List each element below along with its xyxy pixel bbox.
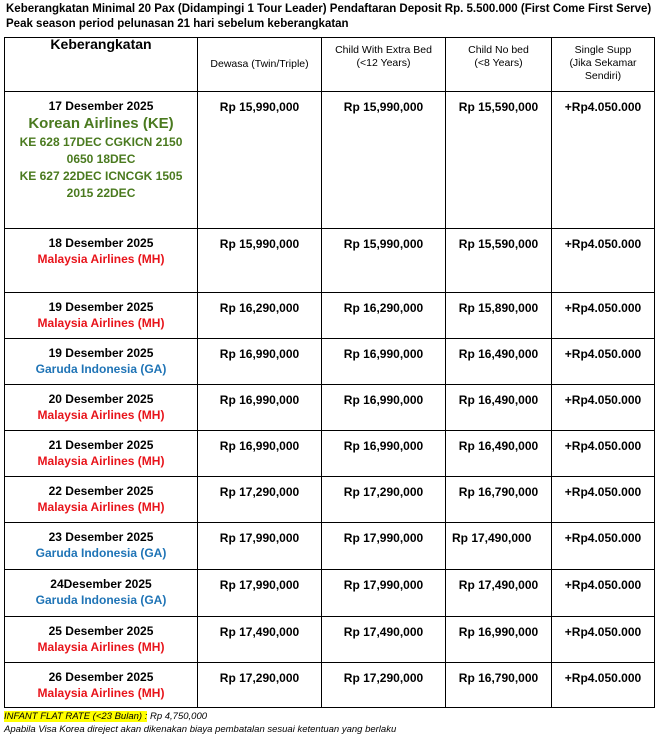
departure-cell bbox=[5, 339, 198, 385]
departure-date: 25 Desember 2025 bbox=[48, 624, 154, 638]
departure-date: 20 Desember 2025 bbox=[48, 392, 154, 406]
price-child-bed: Rp 17,290,000 bbox=[322, 477, 446, 523]
price-adult: Rp 15,990,000 bbox=[198, 92, 322, 229]
table-row bbox=[5, 617, 655, 663]
price-adult: Rp 17,990,000 bbox=[198, 523, 322, 570]
table-row bbox=[5, 339, 655, 385]
table-row bbox=[5, 477, 655, 523]
airline-name: Garuda Indonesia (GA) bbox=[35, 362, 167, 376]
price-child-bed: Rp 15,990,000 bbox=[322, 229, 446, 293]
departure-date: 21 Desember 2025 bbox=[48, 438, 154, 452]
infant-rate-label: INFANT FLAT RATE (<23 Bulan) : bbox=[4, 711, 148, 722]
price-child-nobed: Rp 16,490,000 bbox=[446, 431, 552, 477]
header-line-1: Keberangkatan Minimal 20 Pax (Didampingi 1 Tour Leader) Pendaftaran Deposit Rp. 5.500.000 (First Come First Serve) bbox=[6, 3, 652, 15]
price-adult: Rp 17,290,000 bbox=[198, 477, 322, 523]
price-single: +Rp4.050.000 bbox=[552, 477, 655, 523]
price-single: +Rp4.050.000 bbox=[552, 523, 655, 570]
departure-cell bbox=[5, 293, 198, 339]
airline-name: Garuda Indonesia (GA) bbox=[35, 593, 167, 607]
departure-date: 22 Desember 2025 bbox=[48, 484, 154, 498]
airline-name: Malaysia Airlines (MH) bbox=[37, 316, 165, 330]
price-child-nobed: Rp 16,990,000 bbox=[446, 617, 552, 663]
price-adult: Rp 16,990,000 bbox=[198, 431, 322, 477]
departure-cell bbox=[5, 477, 198, 523]
price-child-nobed: Rp 17,490,000 bbox=[446, 523, 552, 570]
price-adult: Rp 16,990,000 bbox=[198, 339, 322, 385]
departure-cell bbox=[5, 617, 198, 663]
flight-detail: 2015 22DEC bbox=[66, 186, 136, 200]
header-notes bbox=[6, 2, 654, 32]
price-adult: Rp 17,990,000 bbox=[198, 570, 322, 617]
price-child-bed: Rp 16,290,000 bbox=[322, 293, 446, 339]
departure-date: 17 Desember 2025 bbox=[48, 99, 154, 113]
price-single: +Rp4.050.000 bbox=[552, 617, 655, 663]
visa-note: Apabila Visa Korea direject akan dikenakan biaya pembatalan sesuai ketentuan yang berlaku bbox=[4, 724, 397, 735]
table-row bbox=[5, 523, 655, 570]
price-child-bed: Rp 17,290,000 bbox=[322, 663, 446, 708]
col-header-adult: Dewasa (Twin/Triple) bbox=[198, 38, 322, 92]
departure-date: 19 Desember 2025 bbox=[48, 300, 154, 314]
price-child-nobed: Rp 16,490,000 bbox=[446, 385, 552, 431]
price-single: +Rp4.050.000 bbox=[552, 293, 655, 339]
table-row bbox=[5, 431, 655, 477]
price-child-bed: Rp 16,990,000 bbox=[322, 385, 446, 431]
price-child-nobed: Rp 16,790,000 bbox=[446, 477, 552, 523]
airline-name: Malaysia Airlines (MH) bbox=[37, 500, 165, 514]
price-adult: Rp 16,290,000 bbox=[198, 293, 322, 339]
departure-cell bbox=[5, 570, 198, 617]
col-header-child-bed: Child With Extra Bed (<12 Years) bbox=[322, 38, 446, 92]
table-row bbox=[5, 385, 655, 431]
departure-cell bbox=[5, 663, 198, 708]
price-child-nobed: Rp 17,490,000 bbox=[446, 570, 552, 617]
price-child-nobed: Rp 16,490,000 bbox=[446, 339, 552, 385]
airline-name: Malaysia Airlines (MH) bbox=[37, 408, 165, 422]
price-child-bed: Rp 16,990,000 bbox=[322, 339, 446, 385]
col-header-child-nobed: Child No bed (<8 Years) bbox=[446, 38, 552, 92]
footer-notes bbox=[4, 710, 654, 736]
departure-cell bbox=[5, 385, 198, 431]
price-child-bed: Rp 17,990,000 bbox=[322, 570, 446, 617]
col-header-single: Single Supp (Jika Sekamar Sendiri) bbox=[552, 38, 655, 92]
departure-cell bbox=[5, 92, 198, 229]
table-row bbox=[5, 92, 655, 229]
price-single: +Rp4.050.000 bbox=[552, 339, 655, 385]
price-child-nobed: Rp 15,590,000 bbox=[446, 229, 552, 293]
price-child-nobed: Rp 15,890,000 bbox=[446, 293, 552, 339]
flight-detail: KE 627 22DEC ICNCGK 1505 bbox=[19, 169, 183, 183]
airline-name: Garuda Indonesia (GA) bbox=[35, 546, 167, 560]
table-row bbox=[5, 229, 655, 293]
price-single: +Rp4.050.000 bbox=[552, 385, 655, 431]
table-row bbox=[5, 293, 655, 339]
departure-date: 26 Desember 2025 bbox=[48, 670, 154, 684]
infant-rate-price: Rp 4,750,000 bbox=[147, 711, 208, 722]
airline-name: Malaysia Airlines (MH) bbox=[37, 454, 165, 468]
price-single: +Rp4.050.000 bbox=[552, 431, 655, 477]
departure-date: 23 Desember 2025 bbox=[48, 530, 154, 544]
price-child-bed: Rp 17,990,000 bbox=[322, 523, 446, 570]
price-child-bed: Rp 15,990,000 bbox=[322, 92, 446, 229]
price-child-bed: Rp 16,990,000 bbox=[322, 431, 446, 477]
airline-name: Malaysia Airlines (MH) bbox=[37, 252, 165, 266]
table-header-row bbox=[5, 38, 655, 92]
price-single: +Rp4.050.000 bbox=[552, 92, 655, 229]
table-row bbox=[5, 570, 655, 617]
table-row bbox=[5, 663, 655, 708]
flight-detail: KE 628 17DEC CGKICN 2150 bbox=[19, 135, 183, 149]
departure-date: 24Desember 2025 bbox=[50, 577, 152, 591]
price-single: +Rp4.050.000 bbox=[552, 229, 655, 293]
price-child-nobed: Rp 15,590,000 bbox=[446, 92, 552, 229]
pricing-table bbox=[4, 37, 655, 708]
airline-name: Malaysia Airlines (MH) bbox=[37, 686, 165, 700]
price-single: +Rp4.050.000 bbox=[552, 570, 655, 617]
price-child-nobed: Rp 16,790,000 bbox=[446, 663, 552, 708]
departure-date: 18 Desember 2025 bbox=[48, 236, 154, 250]
col-header-departure: Keberangkatan bbox=[5, 38, 198, 92]
departure-cell bbox=[5, 229, 198, 293]
price-child-bed: Rp 17,490,000 bbox=[322, 617, 446, 663]
departure-date: 19 Desember 2025 bbox=[48, 346, 154, 360]
header-line-2: Peak season period pelunasan 21 hari sebelum keberangkatan bbox=[6, 18, 349, 30]
price-adult: Rp 15,990,000 bbox=[198, 229, 322, 293]
price-adult: Rp 17,290,000 bbox=[198, 663, 322, 708]
departure-cell bbox=[5, 523, 198, 570]
flight-detail: 0650 18DEC bbox=[66, 152, 136, 166]
infant-rate-line bbox=[4, 710, 654, 723]
price-adult: Rp 17,490,000 bbox=[198, 617, 322, 663]
price-adult: Rp 16,990,000 bbox=[198, 385, 322, 431]
airline-name: Malaysia Airlines (MH) bbox=[37, 640, 165, 654]
airline-name: Korean Airlines (KE) bbox=[28, 115, 174, 132]
departure-cell bbox=[5, 431, 198, 477]
price-single: +Rp4.050.000 bbox=[552, 663, 655, 708]
